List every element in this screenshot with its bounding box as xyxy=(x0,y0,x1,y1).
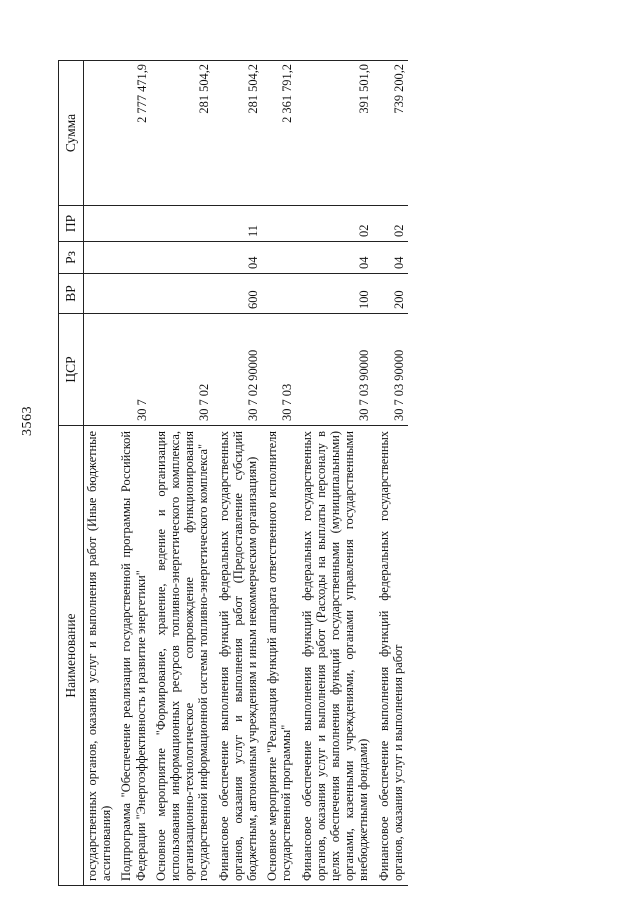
row-rz xyxy=(84,242,117,274)
row-name: Основное мероприятие "Формирование, хранение, ведение и организация использования информационных ресурсов топливно-энергетического комплекса, организационно-технологическое сопровождение функционирования государственной информационной системы топливно-энергетического комплекса" xyxy=(151,426,214,886)
header-vr: ВР xyxy=(59,274,84,314)
header-csr: ЦСР xyxy=(59,314,84,426)
row-name: Финансовое обеспечение выполнения функций федеральных государственных органов, оказания услуг и выполнения работ xyxy=(374,426,408,886)
table-row xyxy=(262,61,296,886)
page-number: 3563 xyxy=(20,406,35,436)
row-name: государственных органов, оказания услуг и выполнения работ (Иные бюджетные ассигнования) xyxy=(84,426,117,886)
header-rz: Рз xyxy=(59,242,84,274)
row-pr: 11 xyxy=(214,206,263,242)
row-sum: 281 504,2 xyxy=(214,61,263,206)
row-pr xyxy=(116,206,150,242)
row-rz xyxy=(116,242,150,274)
header-sum: Сумма xyxy=(59,61,84,206)
row-csr: 30 7 03 90000 xyxy=(374,314,408,426)
row-sum: 739 200,2 xyxy=(374,61,408,206)
table-row xyxy=(151,61,214,886)
budget-table xyxy=(58,60,408,886)
table-row xyxy=(374,61,408,886)
row-name: Подпрограмма "Обеспечение реализации государственной программы Российской Федерации "Энергоэффективность и развитие энергетики" xyxy=(116,426,150,886)
table-row xyxy=(116,61,150,886)
row-csr: 30 7 xyxy=(116,314,150,426)
row-sum: 2 361 791,2 xyxy=(262,61,296,206)
row-vr: 600 xyxy=(214,274,263,314)
row-rz: 04 xyxy=(214,242,263,274)
row-pr: 02 xyxy=(374,206,408,242)
row-csr: 30 7 02 xyxy=(151,314,214,426)
header-pr: ПР xyxy=(59,206,84,242)
row-rz: 04 xyxy=(374,242,408,274)
row-name: Основное мероприятие "Реализация функций аппарата ответственного исполнителя государственной программы" xyxy=(262,426,296,886)
row-pr xyxy=(262,206,296,242)
row-name: Финансовое обеспечение выполнения функций федеральных государственных органов, оказания услуг и выполнения работ (Предоставление субсидий бюджетным, автономным учреждениям и иным некоммерческим организациям) xyxy=(214,426,263,886)
row-rz: 04 xyxy=(297,242,374,274)
row-vr xyxy=(84,274,117,314)
row-sum: 281 504,2 xyxy=(151,61,214,206)
row-vr xyxy=(116,274,150,314)
row-pr: 02 xyxy=(297,206,374,242)
row-rz xyxy=(262,242,296,274)
row-sum xyxy=(84,61,117,206)
row-sum: 391 501,0 xyxy=(297,61,374,206)
row-csr: 30 7 02 90000 xyxy=(214,314,263,426)
row-sum: 2 777 471,9 xyxy=(116,61,150,206)
row-vr: 200 xyxy=(374,274,408,314)
row-vr xyxy=(151,274,214,314)
row-vr: 100 xyxy=(297,274,374,314)
table-row xyxy=(297,61,374,886)
row-pr xyxy=(151,206,214,242)
row-vr xyxy=(262,274,296,314)
row-rz xyxy=(151,242,214,274)
table-row xyxy=(214,61,263,886)
table-header-row xyxy=(59,61,84,886)
row-csr: 30 7 03 xyxy=(262,314,296,426)
row-name: Финансовое обеспечение выполнения функций федеральных государственных органов, оказания услуг и выполнения работ (Расходы на выплаты персоналу в целях обеспечения выполнения функций государственными (муниципальными) органами, казенными учреждениями, органами управления государственными внебюджетными фондами) xyxy=(297,426,374,886)
header-name: Наименование xyxy=(59,426,84,886)
row-pr xyxy=(84,206,117,242)
rotated-page-content xyxy=(58,61,578,886)
row-csr xyxy=(84,314,117,426)
table-row xyxy=(84,61,117,886)
row-csr: 30 7 03 90000 xyxy=(297,314,374,426)
